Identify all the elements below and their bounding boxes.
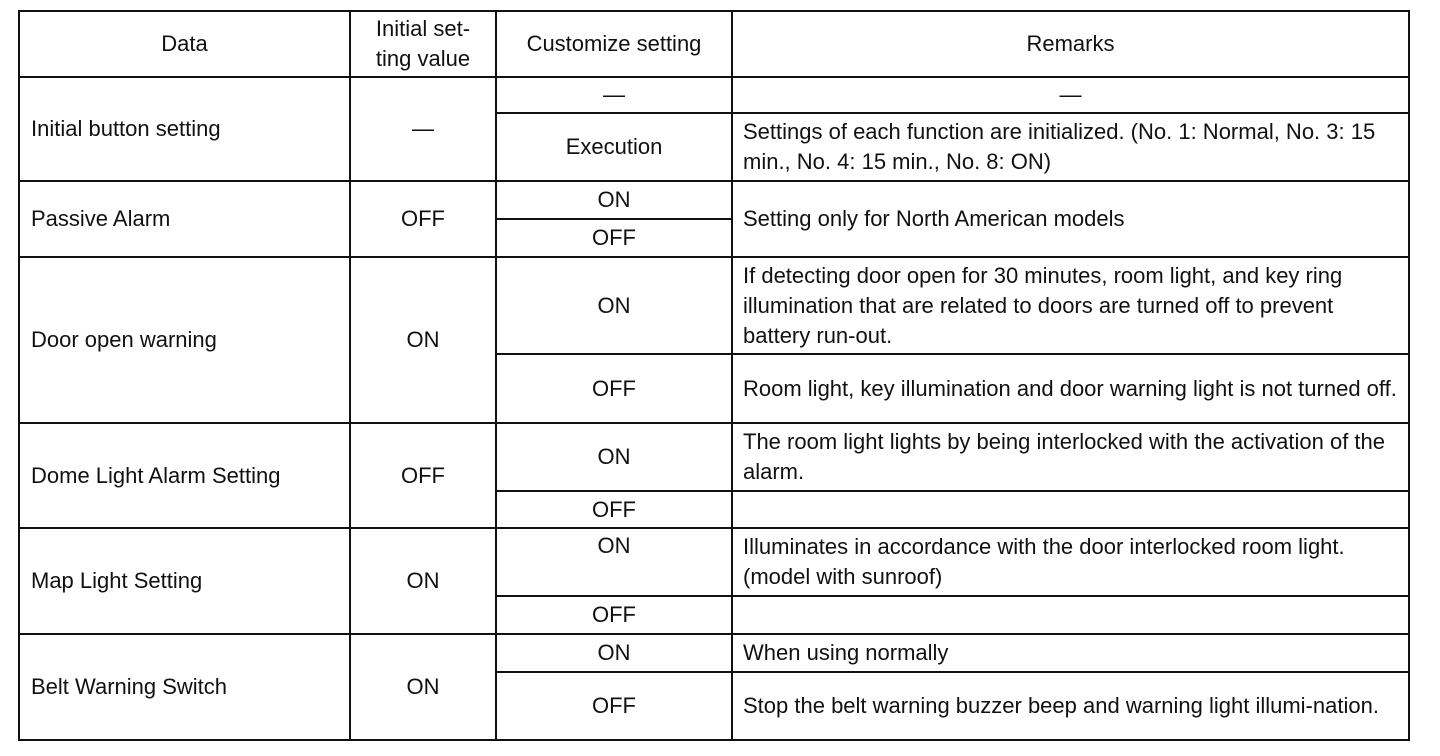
- remarks-cell: When using normally: [732, 634, 1409, 672]
- customize-cell: OFF: [496, 491, 732, 528]
- customize-cell: Execution: [496, 113, 732, 181]
- header-initial-line1: Initial set-: [375, 16, 471, 41]
- initial-value-cell: ON: [350, 257, 496, 423]
- table-row: [19, 181, 1409, 219]
- customize-cell: OFF: [496, 672, 732, 740]
- initial-value-cell: ON: [350, 634, 496, 740]
- customize-cell: —: [496, 77, 732, 113]
- remarks-cell: If detecting door open for 30 minutes, room light, and key ring illumination that are related to doors are turned off to prevent battery run-out.: [732, 257, 1409, 354]
- data-cell: Belt Warning Switch: [19, 634, 350, 740]
- initial-value-cell: OFF: [350, 181, 496, 257]
- customize-cell: ON: [496, 257, 732, 354]
- data-cell: Door open warning: [19, 257, 350, 423]
- customize-cell: ON: [496, 634, 732, 672]
- header-remarks: Remarks: [732, 11, 1409, 77]
- data-cell: Initial button setting: [19, 77, 350, 181]
- customize-cell: ON: [496, 528, 732, 596]
- remarks-cell: Stop the belt warning buzzer beep and warning light illumi-nation.: [732, 672, 1409, 740]
- customize-cell: OFF: [496, 219, 732, 257]
- remarks-cell: [732, 596, 1409, 634]
- table-row: [19, 634, 1409, 672]
- data-cell: Map Light Setting: [19, 528, 350, 634]
- header-row: [19, 11, 1409, 77]
- customize-cell: ON: [496, 181, 732, 219]
- initial-value-cell: OFF: [350, 423, 496, 528]
- remarks-cell: Illuminates in accordance with the door interlocked room light. (model with sunroof): [732, 528, 1409, 596]
- table-row: [19, 257, 1409, 354]
- header-customize-setting: Customize setting: [496, 11, 732, 77]
- data-cell: Passive Alarm: [19, 181, 350, 257]
- remarks-cell: [732, 491, 1409, 528]
- remarks-cell: —: [732, 77, 1409, 113]
- header-initial-line2: ting value: [375, 46, 471, 71]
- remarks-cell: Setting only for North American models: [732, 181, 1409, 257]
- initial-value-cell: —: [350, 77, 496, 181]
- remarks-cell: Room light, key illumination and door warning light is not turned off.: [732, 354, 1409, 423]
- header-data: Data: [19, 11, 350, 77]
- remarks-cell: Settings of each function are initialized. (No. 1: Normal, No. 3: 15 min., No. 4: 15 min., No. 8: ON): [732, 113, 1409, 181]
- table-row: [19, 528, 1409, 596]
- table-row: [19, 423, 1409, 491]
- customize-cell: OFF: [496, 596, 732, 634]
- initial-value-cell: ON: [350, 528, 496, 634]
- customize-cell: ON: [496, 423, 732, 491]
- table-row: [19, 77, 1409, 113]
- settings-table: [18, 10, 1410, 741]
- data-cell: Dome Light Alarm Setting: [19, 423, 350, 528]
- header-initial-setting: [350, 11, 496, 77]
- customize-cell: OFF: [496, 354, 732, 423]
- remarks-cell: The room light lights by being interlocked with the activation of the alarm.: [732, 423, 1409, 491]
